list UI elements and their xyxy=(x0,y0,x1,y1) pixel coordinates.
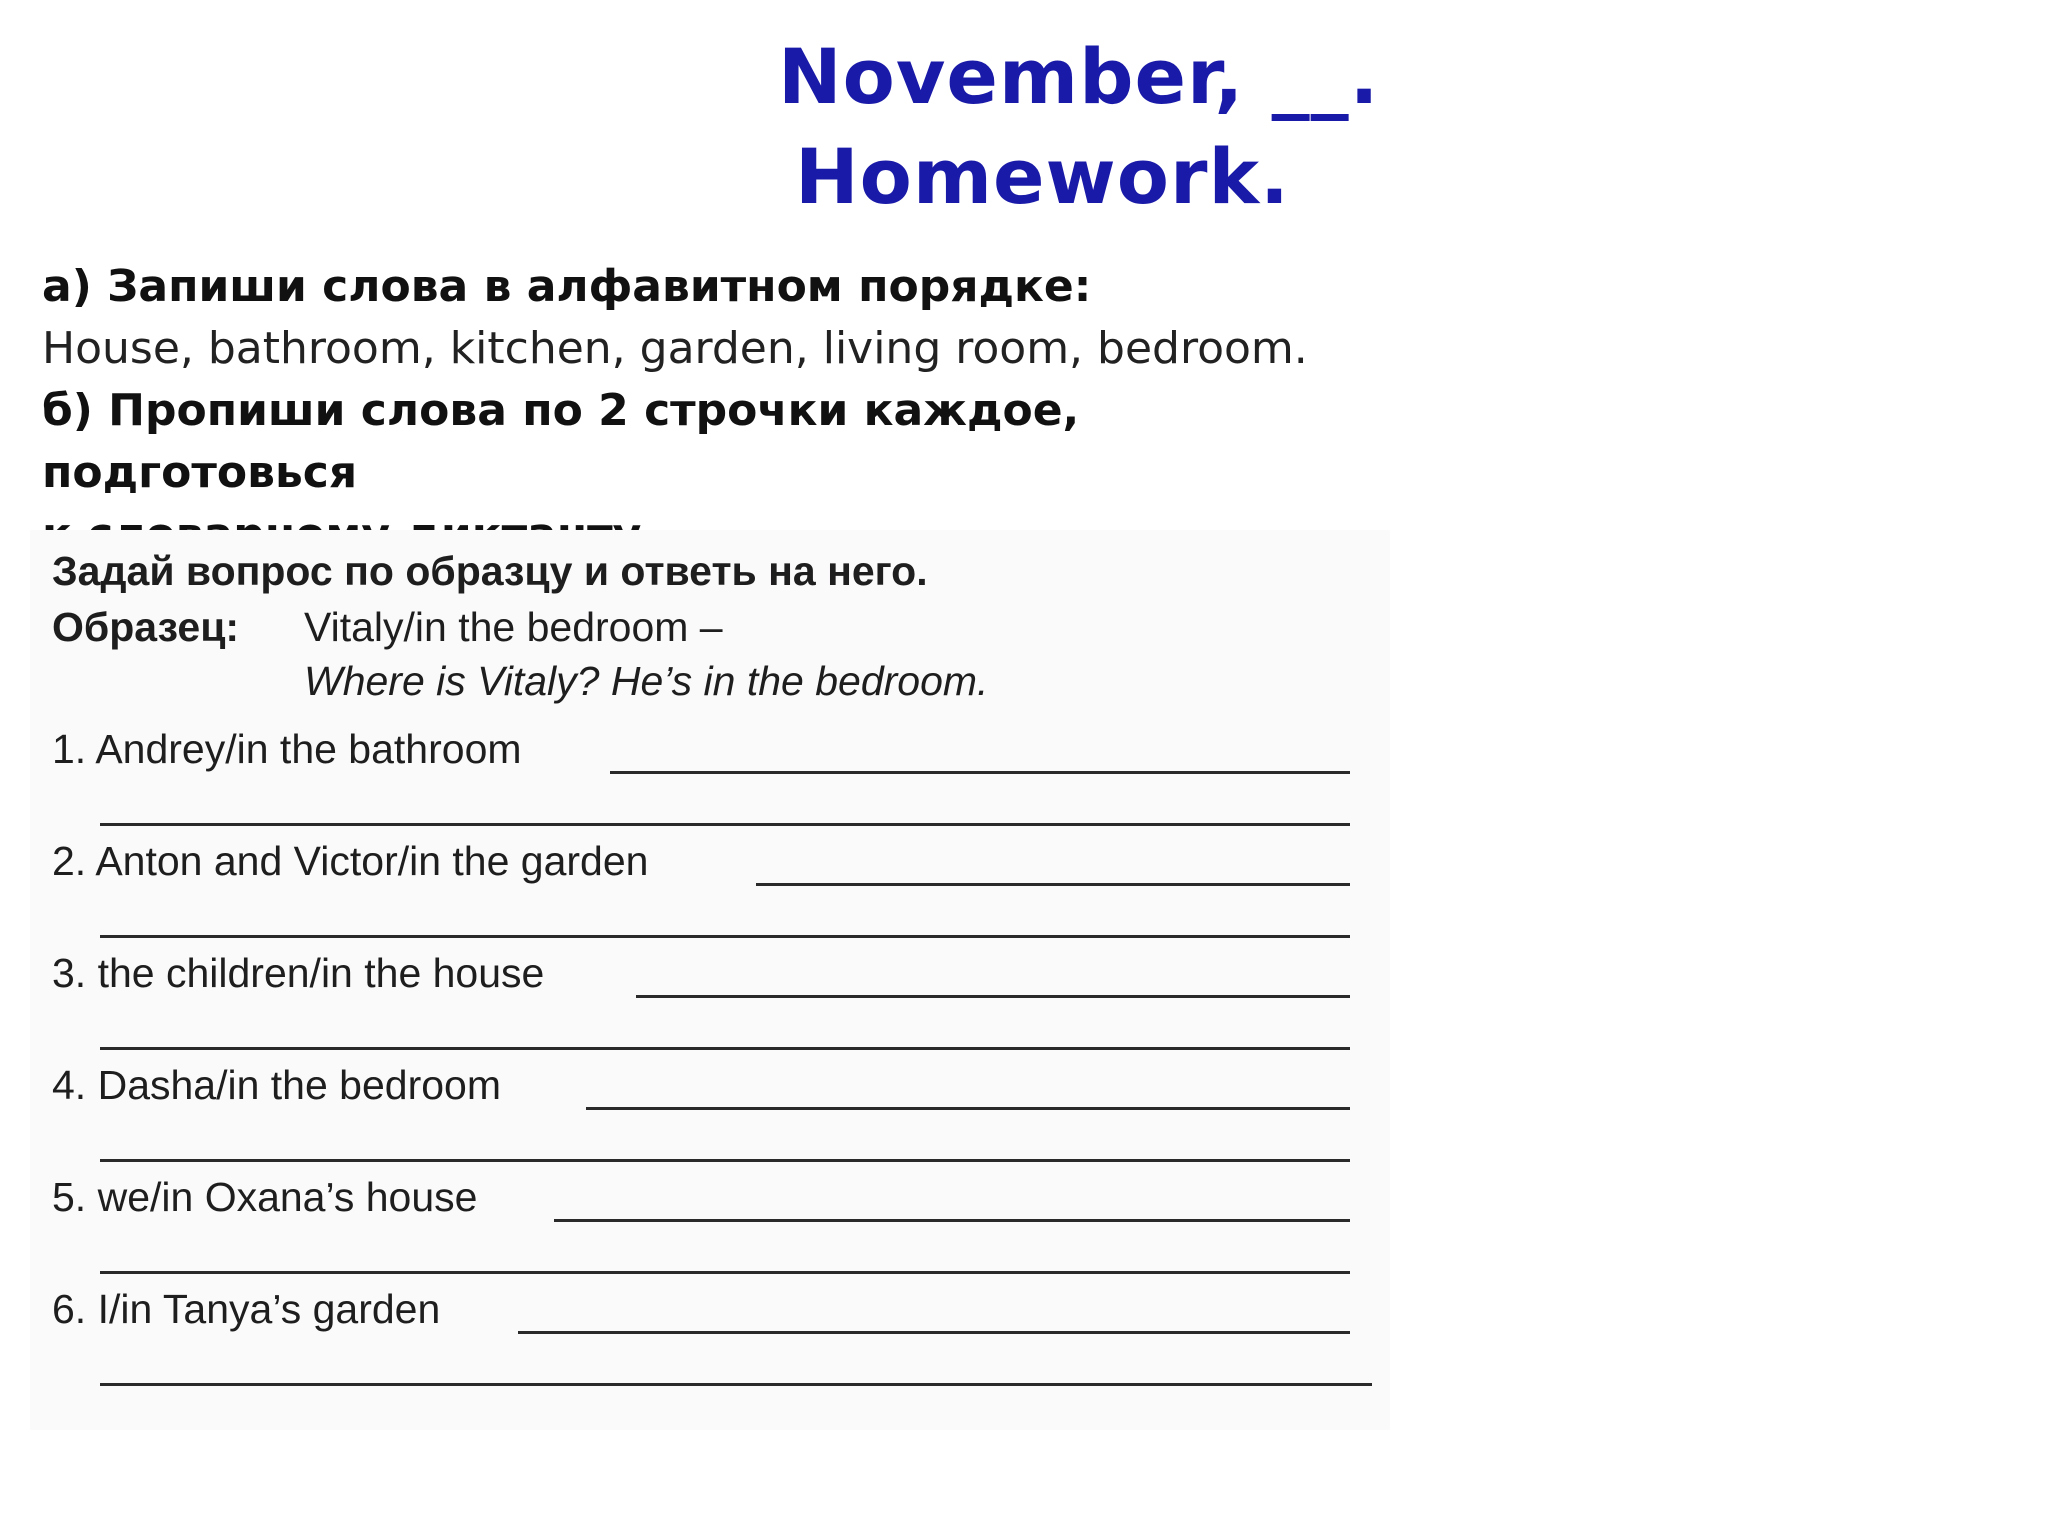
instruction-b-line-1: б) Пропиши слова по 2 строчки каждое, подготовься xyxy=(42,385,1080,498)
answer-line[interactable] xyxy=(100,1159,1350,1162)
instructions xyxy=(42,256,1362,566)
sample-prompt: Vitaly/in the bedroom – xyxy=(304,604,723,650)
answer-line[interactable] xyxy=(100,1271,1350,1274)
answer-line[interactable] xyxy=(756,883,1350,886)
exercise-item-2: 2. Anton and Victor/in the garden xyxy=(52,838,649,884)
header-title: Homework. xyxy=(795,132,1290,221)
answer-line[interactable] xyxy=(586,1107,1350,1110)
instruction-a-label: а) Запиши слова в алфавитном порядке: xyxy=(42,261,1092,312)
sample-answer: Where is Vitaly? He’s in the bedroom. xyxy=(304,658,989,704)
answer-line[interactable] xyxy=(554,1219,1350,1222)
exercise-item-3: 3. the children/in the house xyxy=(52,950,545,996)
worksheet-task: Задай вопрос по образцу и ответь на него. xyxy=(52,548,928,594)
instruction-a-words: House, bathroom, kitchen, garden, living room, bedroom. xyxy=(42,323,1308,374)
exercise-item-1: 1. Andrey/in the bathroom xyxy=(52,726,522,772)
answer-line[interactable] xyxy=(100,1047,1350,1050)
sample-label: Образец: xyxy=(52,604,240,650)
header-date: November, __. xyxy=(778,32,1380,121)
answer-line[interactable] xyxy=(518,1331,1350,1334)
exercise-item-6: 6. I/in Tanya’s garden xyxy=(52,1286,441,1332)
answer-line[interactable] xyxy=(100,935,1350,938)
exercise-item-4: 4. Dasha/in the bedroom xyxy=(52,1062,501,1108)
answer-line[interactable] xyxy=(610,771,1350,774)
worksheet xyxy=(30,530,1390,1430)
answer-line[interactable] xyxy=(636,995,1350,998)
answer-line[interactable] xyxy=(100,823,1350,826)
exercise-item-5: 5. we/in Oxana’s house xyxy=(52,1174,478,1220)
answer-line[interactable] xyxy=(100,1383,1372,1386)
